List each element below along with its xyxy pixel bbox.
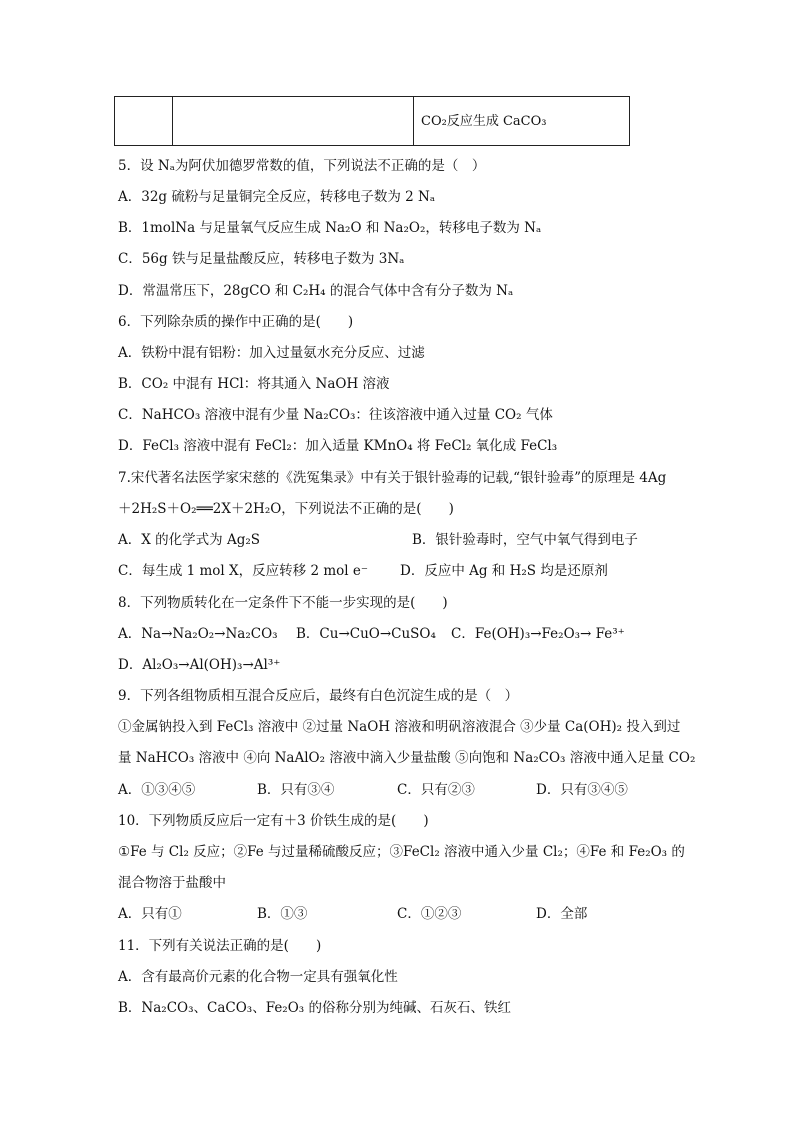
q9-body-line1: ①金属钠投入到 FeCl₃ 溶液中 ②过量 NaOH 溶液和明矾溶液混合 ③少量 Ca(OH)₂ 投入到过 bbox=[118, 719, 681, 735]
q7-option-a: A．X 的化学式为 Ag₂S bbox=[118, 532, 260, 548]
q11-option-b: B．Na₂CO₃、CaCO₃、Fe₂O₃ 的俗称分别为纯碱、石灰石、铁红 bbox=[118, 1000, 511, 1016]
q10-body-line1: ①Fe 与 Cl₂ 反应；②Fe 与过量稀硫酸反应；③FeCl₂ 溶液中通入少量 Cl₂；④Fe 和 Fe₂O₃ 的 bbox=[118, 844, 685, 860]
q10-option-a: A．只有① bbox=[118, 906, 182, 922]
q6-option-d: D．FeCl₃ 溶液中混有 FeCl₂：加入适量 KMnO₄ 将 FeCl₂ 氧化成 FeCl₃ bbox=[118, 438, 558, 454]
q8-option-d: D．Al₂O₃→Al(OH)₃→Al³⁺ bbox=[118, 657, 281, 673]
q9-option-a: A．①③④⑤ bbox=[118, 782, 196, 798]
q8-option-a: A．Na→Na₂O₂→Na₂CO₃ bbox=[118, 626, 278, 642]
table-fragment bbox=[114, 96, 630, 146]
q7-option-c: C．每生成 1 mol X，反应转移 2 mol e⁻ bbox=[118, 563, 368, 579]
q10-option-c: C．①②③ bbox=[397, 906, 462, 922]
q10-option-b: B．①③ bbox=[257, 906, 308, 922]
q6-stem: 6．下列除杂质的操作中正确的是( ) bbox=[118, 314, 354, 330]
q5-option-d: D．常温常压下，28gCO 和 C₂H₄ 的混合气体中含有分子数为 Nₐ bbox=[118, 283, 514, 299]
table-divider bbox=[413, 97, 414, 145]
q10-stem: 10．下列物质反应后一定有＋3 价铁生成的是( ) bbox=[118, 813, 429, 829]
q8-stem: 8．下列物质转化在一定条件下不能一步实现的是( ) bbox=[118, 595, 448, 611]
q9-stem: 9．下列各组物质相互混合反应后，最终有白色沉淀生成的是（ ） bbox=[118, 688, 519, 704]
q8-option-b: B．Cu→CuO→CuSO₄ bbox=[296, 626, 436, 642]
q9-option-c: C．只有②③ bbox=[397, 782, 475, 798]
q7-option-d: D．反应中 Ag 和 H₂S 均是还原剂 bbox=[400, 563, 608, 579]
q11-option-a: A．含有最高价元素的化合物一定具有强氧化性 bbox=[118, 969, 398, 985]
q5-stem: 5．设 Nₐ为阿伏加德罗常数的值，下列说法不正确的是（ ） bbox=[118, 158, 486, 174]
q6-option-b: B．CO₂ 中混有 HCl：将其通入 NaOH 溶液 bbox=[118, 376, 390, 392]
q9-option-d: D．只有③④⑤ bbox=[536, 782, 628, 798]
q7-stem-line1: 7.宋代著名法医学家宋慈的《洗冤集录》中有关于银针验毒的记载,“银针验毒”的原理是 4Ag bbox=[118, 470, 667, 486]
q5-option-a: A．32g 硫粉与足量铜完全反应，转移电子数为 2 Nₐ bbox=[118, 189, 436, 205]
table-divider bbox=[172, 97, 173, 145]
q9-body-line2: 量 NaHCO₃ 溶液中 ④向 NaAlO₂ 溶液中滴入少量盐酸 ⑤向饱和 Na₂CO₃ 溶液中通入足量 CO₂ bbox=[118, 750, 696, 766]
q5-option-c: C．56g 铁与足量盐酸反应，转移电子数为 3Nₐ bbox=[118, 251, 405, 267]
q11-stem: 11．下列有关说法正确的是( ) bbox=[118, 938, 322, 954]
q7-stem-line2: ＋2H₂S＋O₂══2X＋2H₂O，下列说法不正确的是( ) bbox=[118, 501, 454, 517]
q6-option-a: A．铁粉中混有铝粉：加入过量氨水充分反应、过滤 bbox=[118, 345, 425, 361]
q5-option-b: B．1molNa 与足量氧气反应生成 Na₂O 和 Na₂O₂，转移电子数为 Nₐ bbox=[118, 220, 542, 236]
q7-option-b: B．银针验毒时，空气中氧气得到电子 bbox=[412, 532, 638, 548]
q9-option-b: B．只有③④ bbox=[257, 782, 335, 798]
q10-body-line2: 混合物溶于盐酸中 bbox=[118, 875, 226, 891]
table-cell-text: CO₂反应生成 CaCO₃ bbox=[421, 114, 547, 129]
q8-option-c: C．Fe(OH)₃→Fe₂O₃→ Fe³⁺ bbox=[451, 626, 625, 642]
q6-option-c: C．NaHCO₃ 溶液中混有少量 Na₂CO₃：往该溶液中通入过量 CO₂ 气体 bbox=[118, 407, 553, 423]
q10-option-d: D．全部 bbox=[536, 906, 588, 922]
